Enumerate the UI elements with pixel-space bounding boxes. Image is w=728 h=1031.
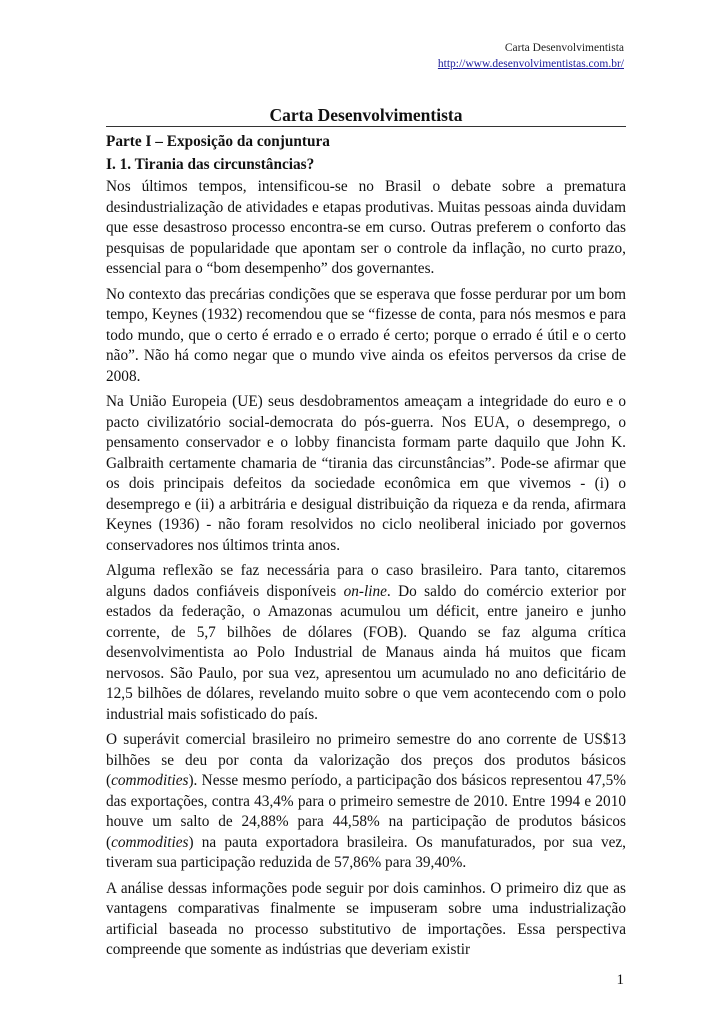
paragraph-5-text-a: O superávit comercial brasileiro no primeiro semestre do ano corrente de US$13 bilhões se deu por conta da valorização dos preços dos produtos básicos ( — [106, 731, 626, 789]
paragraph-4-text-b: . Do saldo do comércio exterior por estados da federação, o Amazonas acumulou um déficit, entre janeiro e junho corrente, de 5,7 bilhões de dólares (FOB). Quando se faz alguma crítica desenvolvimentista ao Polo Industrial de Manaus ainda há muitos que ficam nervosos. São Paulo, por sua vez, apresentou um acumulado no ano deficitário de 12,5 bilhões de dólares, revelando muito sobre o que vem acontecendo com o polo industrial mais sofisticado do país. — [106, 582, 626, 723]
page-number: 1 — [616, 972, 624, 988]
section-heading: I. 1. Tirania das circunstâncias? — [106, 155, 315, 173]
paragraph-5-emphasis-1: commodities — [111, 772, 189, 789]
part-heading: Parte I – Exposição da conjuntura — [106, 133, 330, 150]
paragraph-1: Nos últimos tempos, intensificou-se no Brasil o debate sobre a prematura desindustrialização de atividades e etapas produtivas. Muitas pessoas ainda duvidam que esse desastroso processo encontra-se em curso. Outras preferem o conforto das pesquisas de popularidade que apontam ser o controle da inflação, no curto prazo, essencial para o “bom desempenho” dos governantes. — [106, 178, 626, 277]
paragraph-4-text-a: Alguma reflexão se faz necessária para o caso brasileiro. Para tanto, citaremos alguns dados confiáveis disponíveis — [106, 562, 626, 600]
paragraph-2: No contexto das precárias condições que se esperava que fosse perdurar por um bom tempo, Keynes (1932) recomendou que se “fizesse de conta, para nós mesmos e para todo mundo, que o certo é errado e o errado é certo; porque o errado é útil e o certo não”. Não há como negar que o mundo vive ainda os efeitos perversos da crise de 2008. — [106, 285, 626, 385]
paragraph-3: Na União Europeia (UE) seus desdobramentos ameaçam a integridade do euro e o pacto civilizatório social-democrata do pós-guerra. Nos EUA, o desemprego, o pensamento conservador e o lobby financista formam parte daquilo que John K. Galbraith certamente chamaria de “tirania das circunstâncias”. Pode-se afirmar que os dois principais defeitos da sociedade econômica em que vivemos - (i) o desemprego e (ii) a arbitrária e desigual distribuição da riqueza e da renda, afirmara Keynes (1936) - não foram resolvidos no ciclo neoliberal iniciado por governos conservadores nos últimos trinta anos. — [106, 393, 626, 554]
paragraph-5-emphasis-2: commodities — [111, 833, 189, 851]
paragraph-5 — [106, 730, 626, 874]
paragraph-5-text-c: ) na pauta exportadora brasileira. Os manufaturados, por sua vez, tiveram sua participação reduzida de 57,86% para 39,40%. — [106, 833, 626, 871]
header-title: Carta Desenvolvimentista — [504, 42, 624, 54]
title-divider — [106, 126, 626, 127]
document-body — [106, 132, 626, 966]
paragraph-6: A análise dessas informações pode seguir por dois caminhos. O primeiro diz que as vantagens comparativas finalmente se impuseram sobre uma industrialização artificial baseada no processo substitutivo de importações. Essa perspectiva compreende que somente as indústrias que deveriam existir — [106, 879, 626, 958]
document-title: Carta Desenvolvimentista — [269, 105, 463, 125]
paragraph-4 — [106, 561, 626, 725]
page-header — [438, 40, 624, 72]
paragraph-5-text-b: ). Nesse mesmo período, a participação dos básicos representou 47,5% das exportações, contra 43,4% para o primeiro semestre de 2010. Entre 1994 e 2010 houve um salto de 24,88% para 44,58% na participação de produtos básicos ( — [106, 772, 626, 851]
header-url-link[interactable]: http://www.desenvolvimentistas.com.br/ — [437, 58, 624, 70]
paragraph-4-emphasis: on-line — [343, 582, 387, 600]
